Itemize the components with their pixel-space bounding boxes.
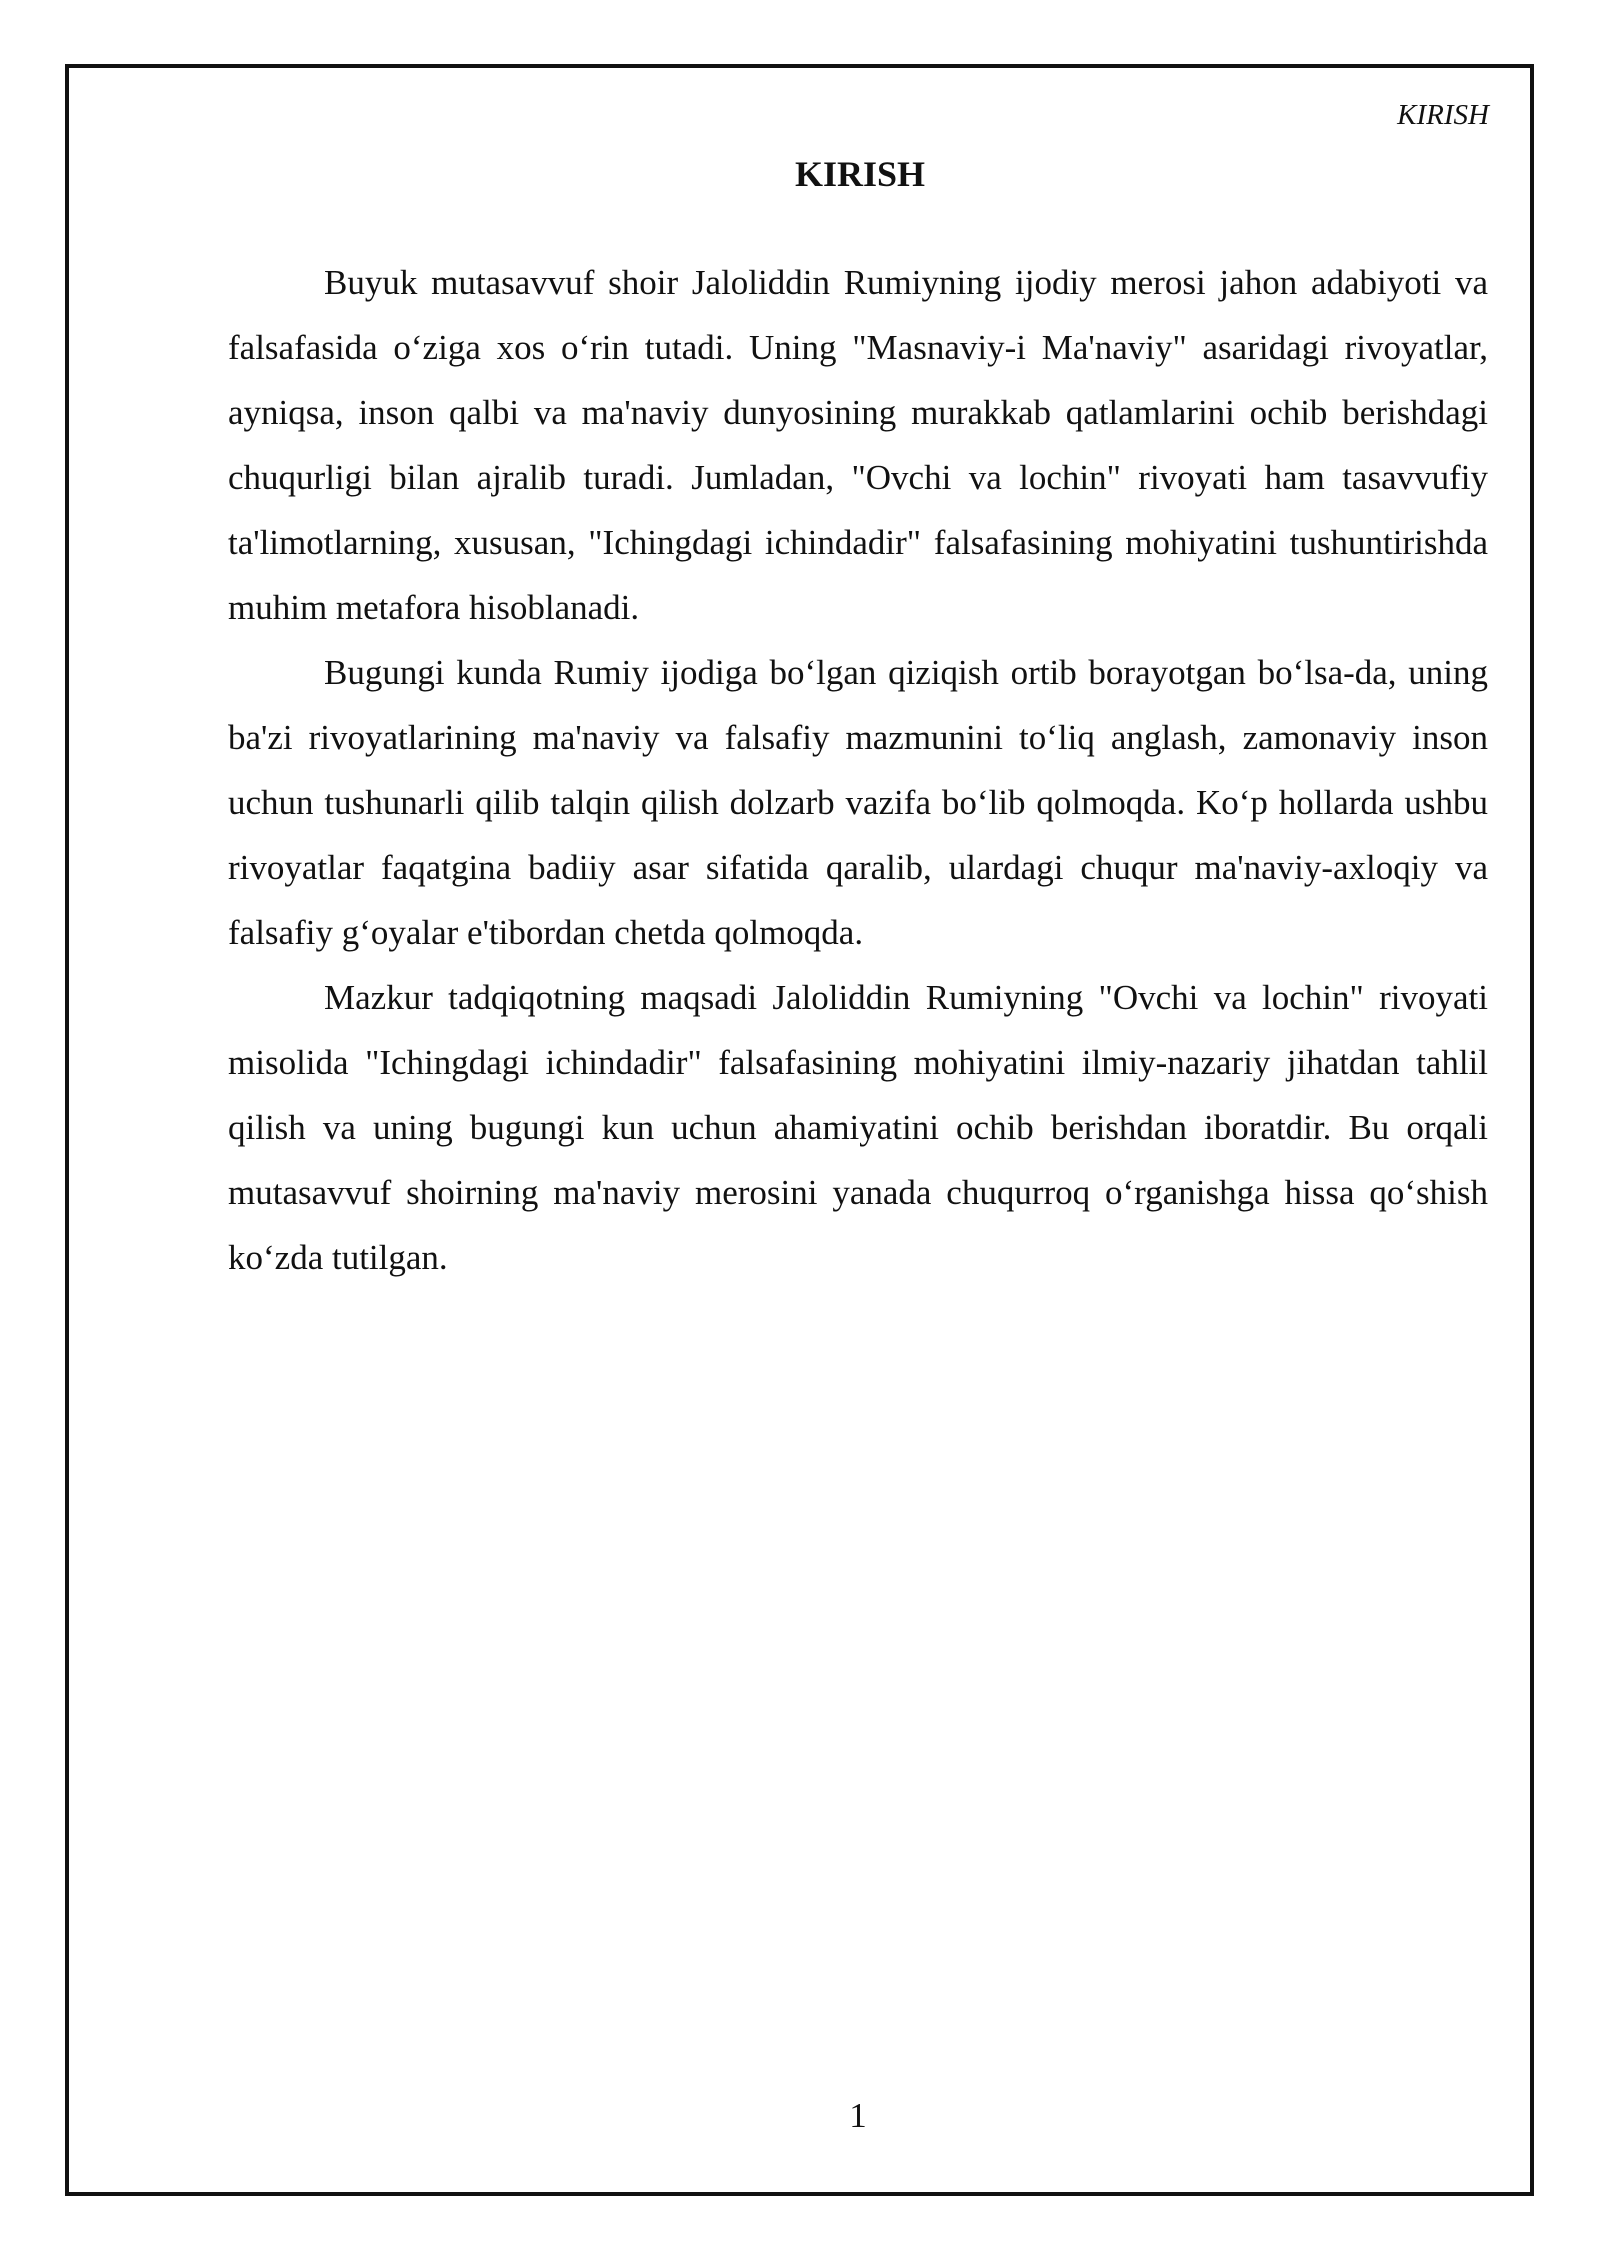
running-header: KIRISH: [1397, 99, 1489, 131]
paragraph-3: Mazkur tadqiqotning maqsadi Jaloliddin Rumiyning "Ovchi va lochin" rivoyati misolida "Ichingdagi ichindadir" falsafasining mohiyatini ilmiy-nazariy jihatdan tahlil qilish va uning bugungi kun uchun ahamiyatini ochib berishdan iboratdir. Bu orqali mutasavvuf shoirning ma'naviy merosini yanada chuqurroq o‘rganishga hissa qo‘shish ko‘zda tutilgan.: [228, 978, 1488, 1277]
paragraph-1: Buyuk mutasavvuf shoir Jaloliddin Rumiyning ijodiy merosi jahon adabiyoti va falsafasida o‘ziga xos o‘rin tutadi. Uning "Masnaviy-i Ma'naviy" asaridagi rivoyatlar, ayniqsa, inson qalbi va ma'naviy dunyosining murakkab qatlamlarini ochib berishdagi chuqurligi bilan ajralib turadi. Jumladan, "Ovchi va lochin" rivoyati ham tasavvufiy ta'limotlarning, xususan, "Ichingdagi ichindadir" falsafasining mohiyatini tushuntirishda muhim metafora hisoblanadi.: [228, 263, 1488, 627]
paragraph-2: Bugungi kunda Rumiy ijodiga bo‘lgan qiziqish ortib borayotgan bo‘lsa-da, uning ba'zi rivoyatlarining ma'naviy va falsafiy mazmunini to‘liq anglash, zamonaviy inson uchun tushunarli qilib talqin qilish dolzarb vazifa bo‘lib qolmoqda. Ko‘p hollarda ushbu rivoyatlar faqatgina badiiy asar sifatida qaralib, ulardagi chuqur ma'naviy-axloqiy va falsafiy g‘oyalar e'tibordan chetda qolmoqda.: [228, 653, 1488, 952]
page-number: 1: [849, 2096, 867, 2135]
body-text: [228, 250, 1488, 1290]
section-title: KIRISH: [794, 154, 926, 194]
